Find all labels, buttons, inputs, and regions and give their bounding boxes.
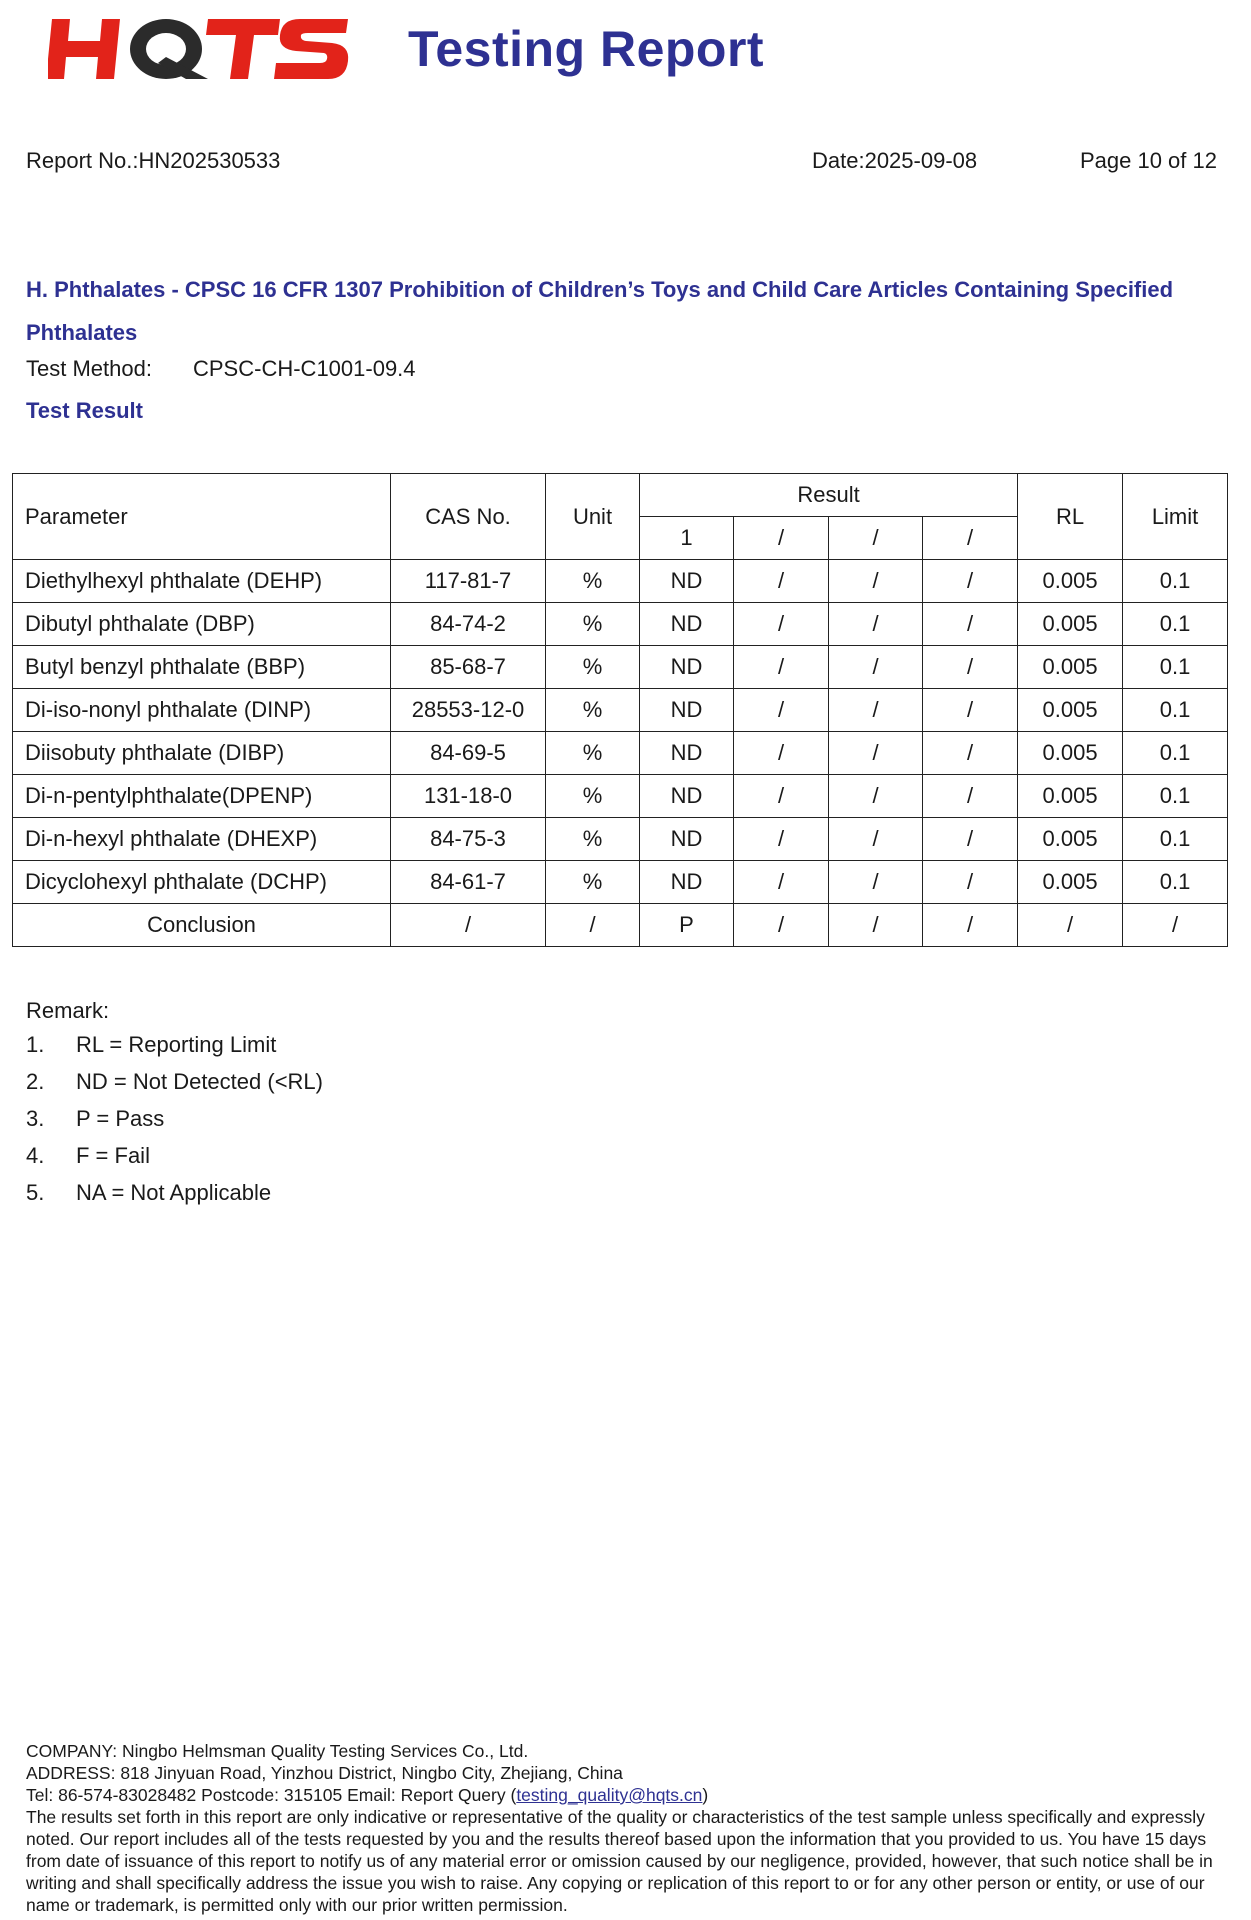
header-result-4: / bbox=[923, 517, 1018, 560]
cell-cas: 84-61-7 bbox=[391, 861, 546, 904]
cell-result-2: / bbox=[734, 775, 829, 818]
cell-unit: % bbox=[546, 732, 640, 775]
cell-cas: 85-68-7 bbox=[391, 646, 546, 689]
cell-result-2: / bbox=[734, 732, 829, 775]
cell-cas: 131-18-0 bbox=[391, 775, 546, 818]
cell-result-2: / bbox=[734, 689, 829, 732]
table-row bbox=[13, 603, 1228, 646]
hqts-logo bbox=[48, 13, 358, 85]
cell-rl: 0.005 bbox=[1018, 646, 1123, 689]
page-footer bbox=[26, 1740, 1216, 1916]
cell-cas: 84-74-2 bbox=[391, 603, 546, 646]
cell-cas: 117-81-7 bbox=[391, 560, 546, 603]
cell-result-1: ND bbox=[640, 603, 734, 646]
cell-conclusion-label: Conclusion bbox=[13, 904, 391, 947]
cell-limit: 0.1 bbox=[1123, 732, 1228, 775]
cell-result-3: / bbox=[829, 646, 923, 689]
footer-tel: Tel: 86-574-83028482 Postcode: 315105 Email: Report Query ( bbox=[26, 1785, 517, 1805]
cell-rl: 0.005 bbox=[1018, 689, 1123, 732]
cell-cas: / bbox=[391, 904, 546, 947]
cell-rl: 0.005 bbox=[1018, 775, 1123, 818]
report-title: Testing Report bbox=[408, 21, 765, 77]
cell-result-1: ND bbox=[640, 646, 734, 689]
cell-result-4: / bbox=[923, 861, 1018, 904]
table-row bbox=[13, 775, 1228, 818]
list-item bbox=[26, 1032, 323, 1069]
test-method-label: Test Method: bbox=[26, 356, 152, 381]
test-method-value: CPSC-CH-C1001-09.4 bbox=[193, 356, 416, 381]
cell-limit: 0.1 bbox=[1123, 818, 1228, 861]
list-item bbox=[26, 1069, 323, 1106]
cell-cas: 84-69-5 bbox=[391, 732, 546, 775]
cell-parameter: Di-iso-nonyl phthalate (DINP) bbox=[13, 689, 391, 732]
header-cas: CAS No. bbox=[391, 474, 546, 560]
cell-result-4: / bbox=[923, 560, 1018, 603]
report-number: Report No.:HN202530533 bbox=[26, 148, 281, 173]
cell-parameter: Di-n-pentylphthalate(DPENP) bbox=[13, 775, 391, 818]
page-number: Page 10 of 12 bbox=[1079, 148, 1217, 173]
table-row bbox=[13, 861, 1228, 904]
cell-result-1: ND bbox=[640, 818, 734, 861]
header-parameter: Parameter bbox=[13, 474, 391, 560]
cell-result-4: / bbox=[923, 818, 1018, 861]
section-heading: H. Phthalates - CPSC 16 CFR 1307 Prohibition of Children’s Toys and Child Care Articles Containing Specified Phthalates bbox=[26, 277, 1174, 345]
cell-rl: 0.005 bbox=[1018, 560, 1123, 603]
cell-result-4: / bbox=[923, 603, 1018, 646]
list-item bbox=[26, 1143, 323, 1180]
cell-limit: 0.1 bbox=[1123, 689, 1228, 732]
cell-limit: 0.1 bbox=[1123, 646, 1228, 689]
cell-limit: / bbox=[1123, 904, 1228, 947]
cell-result-4: / bbox=[923, 646, 1018, 689]
list-item bbox=[26, 1180, 323, 1217]
cell-unit: % bbox=[546, 861, 640, 904]
cell-result-1: ND bbox=[640, 560, 734, 603]
cell-rl: 0.005 bbox=[1018, 818, 1123, 861]
cell-rl: 0.005 bbox=[1018, 603, 1123, 646]
cell-parameter: Di-n-hexyl phthalate (DHEXP) bbox=[13, 818, 391, 861]
remark-list bbox=[26, 1032, 323, 1217]
cell-unit: % bbox=[546, 560, 640, 603]
table-row bbox=[13, 646, 1228, 689]
remark-text: ND = Not Detected (<RL) bbox=[76, 1069, 323, 1094]
list-item bbox=[26, 1106, 323, 1143]
test-result-heading: Test Result bbox=[26, 398, 143, 423]
email-link[interactable]: testing_quality@hqts.cn bbox=[516, 1785, 703, 1805]
cell-result-1: ND bbox=[640, 861, 734, 904]
cell-result-1: ND bbox=[640, 775, 734, 818]
cell-result-3: / bbox=[829, 732, 923, 775]
cell-result-3: / bbox=[829, 861, 923, 904]
test-method bbox=[26, 356, 416, 382]
cell-result-2: / bbox=[734, 603, 829, 646]
header-result-1: 1 bbox=[640, 517, 734, 560]
cell-parameter: Dibutyl phthalate (DBP) bbox=[13, 603, 391, 646]
cell-result-3: / bbox=[829, 775, 923, 818]
header-result: Result bbox=[640, 474, 1018, 517]
cell-result-3: / bbox=[829, 689, 923, 732]
cell-rl: 0.005 bbox=[1018, 861, 1123, 904]
footer-disclaimer: The results set forth in this report are only indicative or representative of the quality or characteristics of the test sample unless specifically and expressly noted. Our report includes all of the tests requested by you and the results thereof based upon the information that you provided to us. You have 15 days from date of issuance of this report to notify us of any material error or omission caused by our negligence, provided, however, that such notice shall be in writing and shall specifically address the issue you wish to raise. Any copying or replication of this report to or for any other person or entity, or use of our name or trademark, is permitted only with our prior written permission. bbox=[26, 1807, 1213, 1915]
table-row bbox=[13, 560, 1228, 603]
cell-limit: 0.1 bbox=[1123, 861, 1228, 904]
remarks bbox=[26, 998, 323, 1217]
cell-result-1: P bbox=[640, 904, 734, 947]
table-row bbox=[13, 818, 1228, 861]
cell-unit: % bbox=[546, 646, 640, 689]
remark-num: 3. bbox=[26, 1106, 45, 1131]
remark-num: 4. bbox=[26, 1143, 45, 1168]
header-rl: RL bbox=[1018, 474, 1123, 560]
cell-result-3: / bbox=[829, 818, 923, 861]
cell-result-1: ND bbox=[640, 689, 734, 732]
header-limit: Limit bbox=[1123, 474, 1228, 560]
cell-result-3: / bbox=[829, 560, 923, 603]
cell-unit: % bbox=[546, 818, 640, 861]
footer-company: COMPANY: Ningbo Helmsman Quality Testing Services Co., Ltd. bbox=[26, 1741, 529, 1761]
cell-parameter: Butyl benzyl phthalate (BBP) bbox=[13, 646, 391, 689]
cell-parameter: Diisobuty phthalate (DIBP) bbox=[13, 732, 391, 775]
footer-contact bbox=[26, 1784, 1216, 1806]
cell-parameter: Dicyclohexyl phthalate (DCHP) bbox=[13, 861, 391, 904]
cell-rl: / bbox=[1018, 904, 1123, 947]
cell-result-3: / bbox=[829, 904, 923, 947]
cell-limit: 0.1 bbox=[1123, 603, 1228, 646]
cell-limit: 0.1 bbox=[1123, 560, 1228, 603]
cell-rl: 0.005 bbox=[1018, 732, 1123, 775]
cell-result-2: / bbox=[734, 646, 829, 689]
cell-result-4: / bbox=[923, 689, 1018, 732]
remark-text: P = Pass bbox=[76, 1106, 165, 1131]
cell-result-2: / bbox=[734, 818, 829, 861]
cell-result-3: / bbox=[829, 603, 923, 646]
results-table bbox=[12, 473, 1228, 947]
header-unit: Unit bbox=[546, 474, 640, 560]
cell-cas: 84-75-3 bbox=[391, 818, 546, 861]
footer-tel-suffix: ) bbox=[702, 1785, 709, 1805]
remark-text: NA = Not Applicable bbox=[76, 1180, 272, 1205]
cell-cas: 28553-12-0 bbox=[391, 689, 546, 732]
report-date: Date:2025-09-08 bbox=[812, 148, 978, 173]
report-meta bbox=[26, 148, 1217, 176]
remark-num: 2. bbox=[26, 1069, 45, 1094]
report-header bbox=[48, 14, 764, 84]
remark-title: Remark: bbox=[26, 998, 110, 1023]
remark-text: F = Fail bbox=[76, 1143, 150, 1168]
cell-unit: / bbox=[546, 904, 640, 947]
cell-result-4: / bbox=[923, 775, 1018, 818]
cell-unit: % bbox=[546, 689, 640, 732]
table-body bbox=[13, 560, 1228, 947]
cell-result-2: / bbox=[734, 560, 829, 603]
header-result-2: / bbox=[734, 517, 829, 560]
table-header-row bbox=[13, 474, 1228, 517]
cell-result-2: / bbox=[734, 861, 829, 904]
remark-text: RL = Reporting Limit bbox=[76, 1032, 277, 1057]
cell-result-2: / bbox=[734, 904, 829, 947]
header-result-3: / bbox=[829, 517, 923, 560]
remark-num: 1. bbox=[26, 1032, 45, 1057]
conclusion-row bbox=[13, 904, 1228, 947]
table-row bbox=[13, 689, 1228, 732]
footer-address: ADDRESS: 818 Jinyuan Road, Yinzhou District, Ningbo City, Zhejiang, China bbox=[26, 1763, 623, 1783]
cell-result-4: / bbox=[923, 732, 1018, 775]
cell-limit: 0.1 bbox=[1123, 775, 1228, 818]
cell-unit: % bbox=[546, 603, 640, 646]
remark-num: 5. bbox=[26, 1180, 45, 1205]
cell-result-4: / bbox=[923, 904, 1018, 947]
cell-unit: % bbox=[546, 775, 640, 818]
cell-result-1: ND bbox=[640, 732, 734, 775]
table-row bbox=[13, 732, 1228, 775]
cell-parameter: Diethylhexyl phthalate (DEHP) bbox=[13, 560, 391, 603]
